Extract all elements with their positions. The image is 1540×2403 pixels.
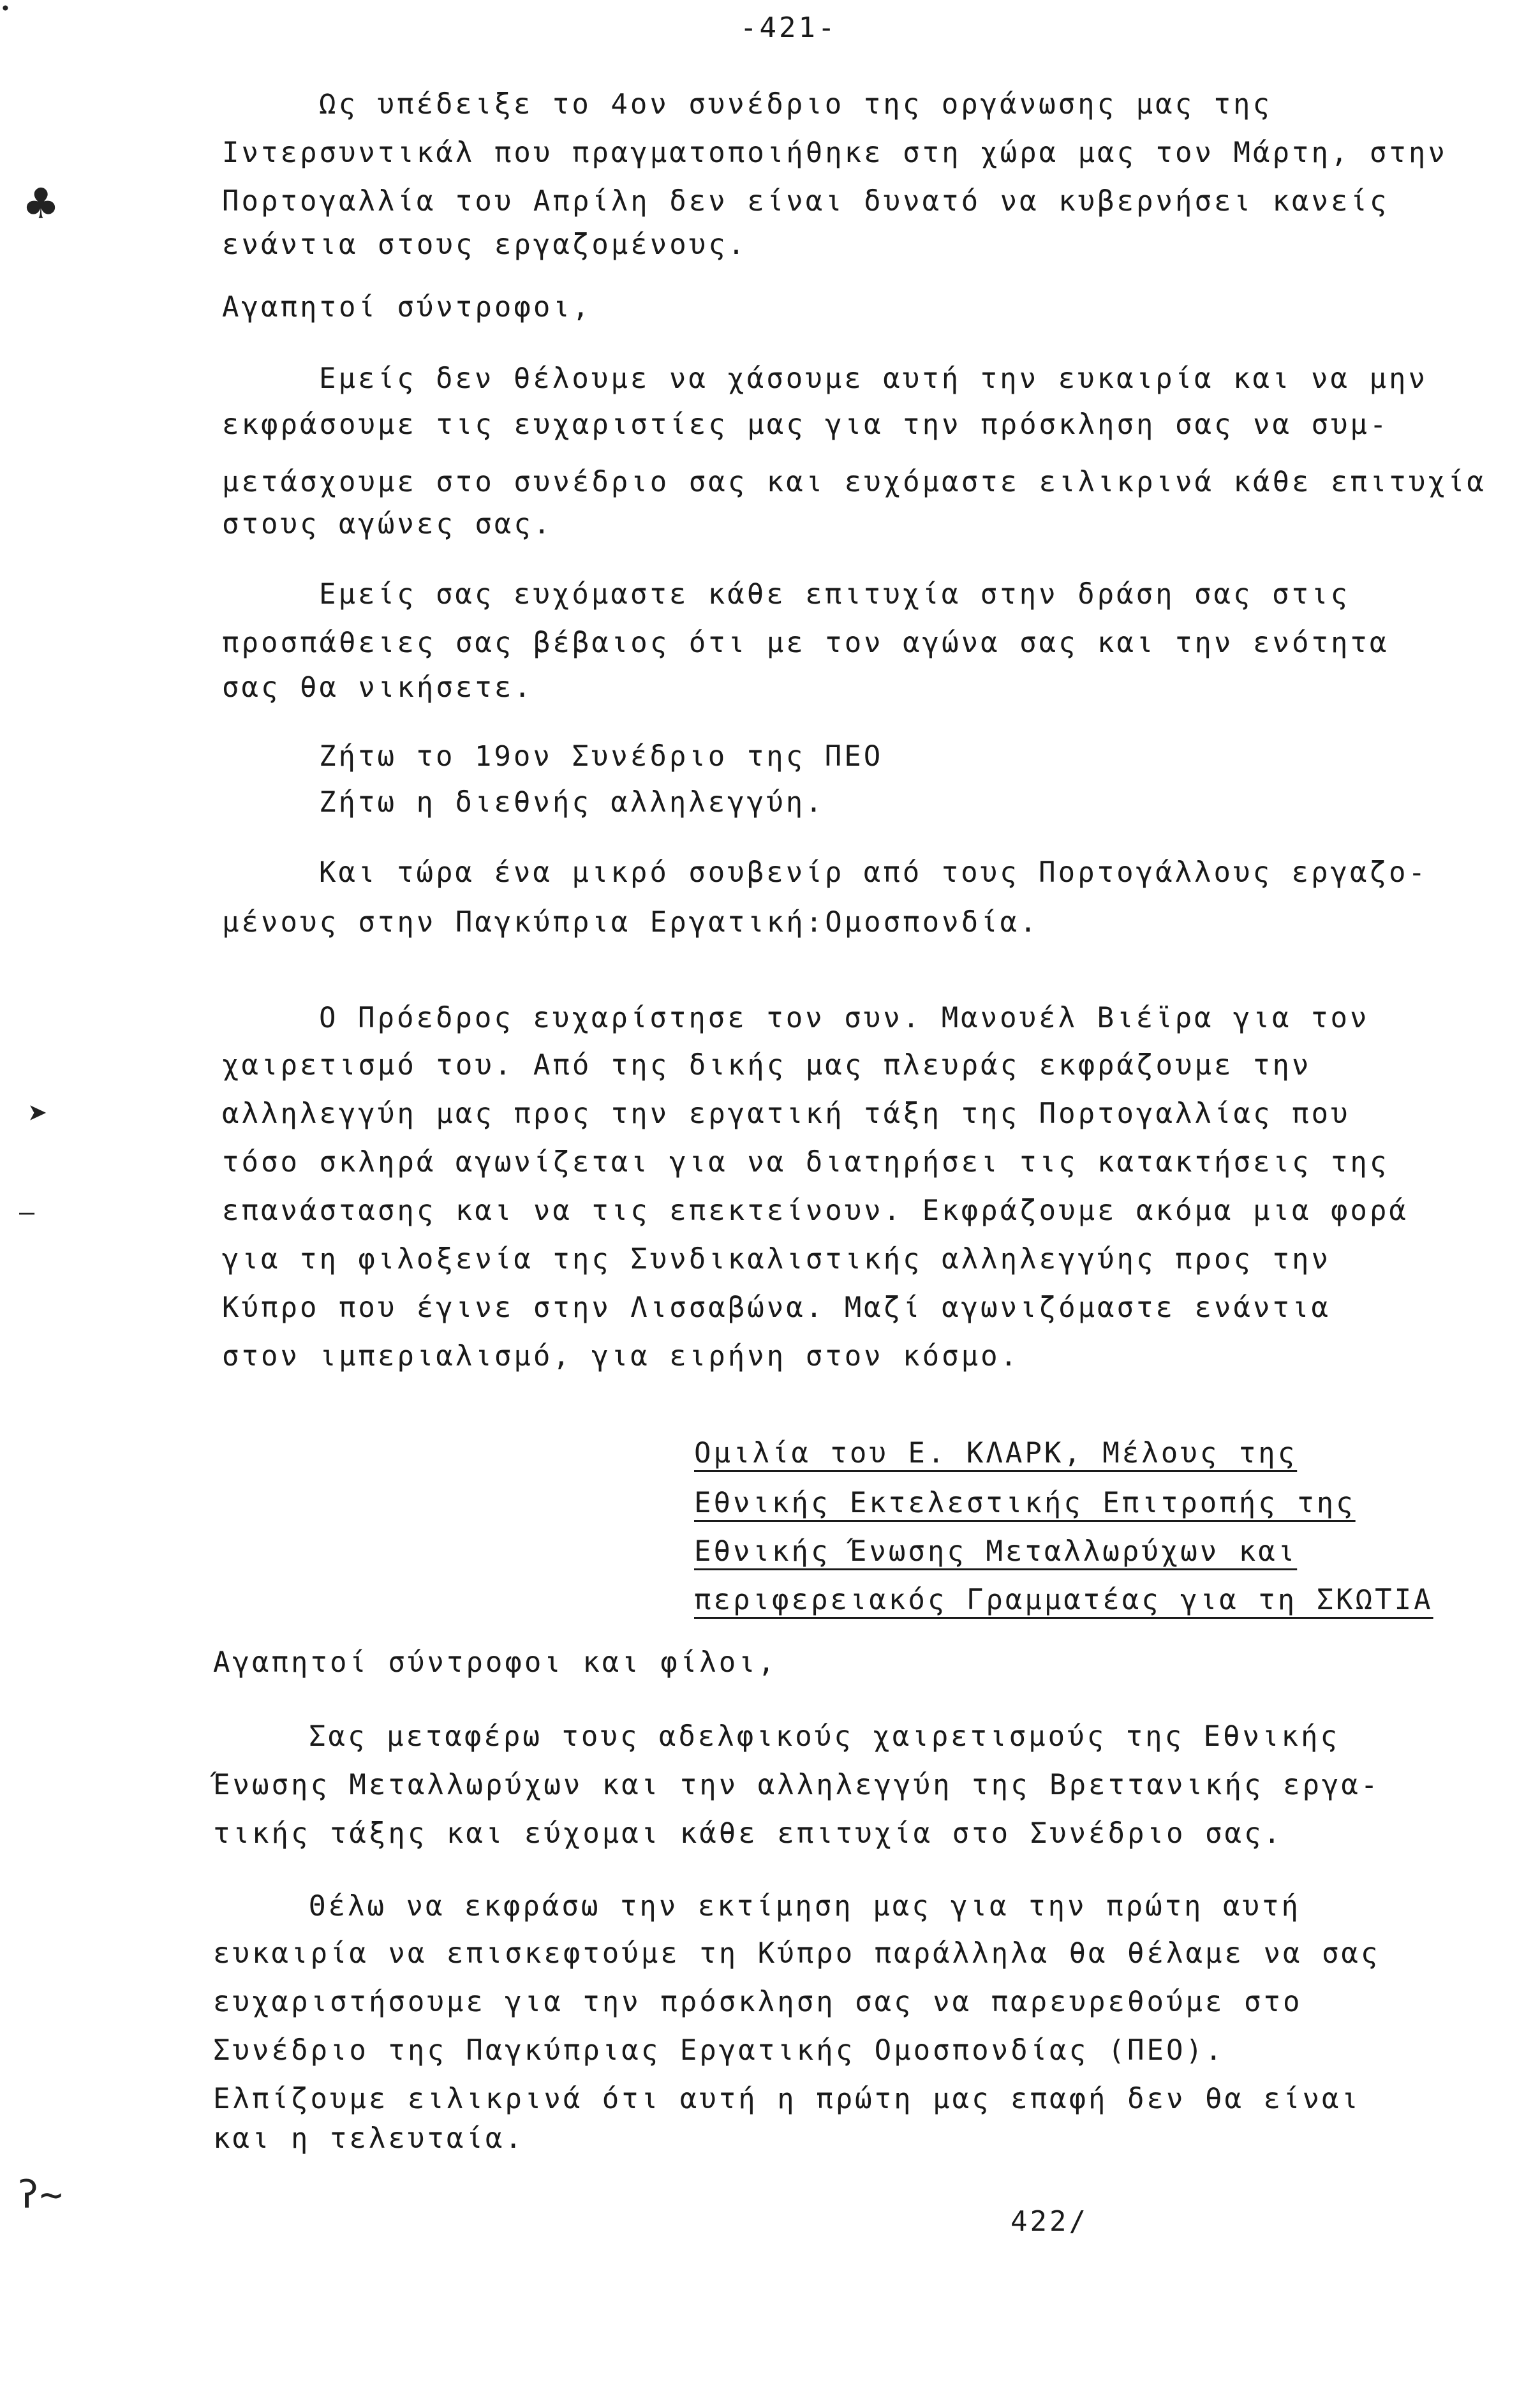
text-line: Ζήτω η διεθνής αλληλεγγύη. [319, 786, 825, 819]
text-line: Ο Πρόεδρος ευχαρίστησε τον συν. Μανουέλ Βιέϊρα για τον [319, 1002, 1370, 1034]
text-line: Σας μεταφέρω τους αδελφικούς χαιρετισμούς της Εθνικής [309, 1720, 1340, 1753]
text-line: εκφράσουμε τις ευχαριστίες μας για την πρόσκληση σας να συμ- [222, 408, 1389, 441]
text-line: Ένωσης Μεταλλωρύχων και την αλληλεγγύη της Βρεττανικής εργα- [213, 1769, 1381, 1801]
text-line: μένους στην Παγκύπρια Εργατική:Ομοσπονδία. [222, 906, 1039, 939]
text-line: ευκαιρία να επισκεφτούμε τη Κύπρο παράλληλα θα θέλαμε να σας [213, 1937, 1381, 1970]
margin-mark-dash: – [19, 1198, 35, 1227]
margin-mark-ink: ♣ [26, 174, 57, 234]
text-line: Ελπίζουμε ειλικρινά ότι αυτή η πρώτη μας επαφή δεν θα είναι [213, 2083, 1361, 2115]
margin-mark-top: • [0, 0, 11, 19]
text-line: Κύπρο που έγινε στην Λισσαβώνα. Μαζί αγωνιζόμαστε ενάντια [222, 1291, 1331, 1324]
text-line: σας θα νικήσετε. [222, 671, 533, 704]
text-line: Ως υπέδειξε το 4ον συνέδριο της οργάνωσης μας της [319, 88, 1273, 121]
text-line: ευχαριστήσουμε για την πρόσκληση σας να παρευρεθούμε στο [213, 1986, 1303, 2018]
text-line: ενάντια στους εργαζομένους. [222, 228, 748, 261]
text-line: τόσο σκληρά αγωνίζεται για να διατηρήσει τις κατακτήσεις της [222, 1146, 1389, 1179]
text-line: και η τελευταία. [213, 2122, 524, 2155]
text-line: τικής τάξης και εύχομαι κάθε επιτυχία στο Συνέδριο σας. [213, 1817, 1283, 1850]
text-line: Και τώρα ένα μικρό σουβενίρ από τους Πορτογάλλους εργαζο- [319, 856, 1428, 889]
page-number-header: -421- [740, 11, 838, 44]
text-line: αλληλεγγύη μας προς την εργατική τάξη της Πορτογαλλίας που [222, 1097, 1351, 1130]
text-line: Εμείς δεν θέλουμε να χάσουμε αυτή την ευκαιρία και να μην [319, 362, 1428, 395]
text-line: στους αγώνες σας. [222, 508, 553, 540]
text-line: χαιρετισμό του. Από της δικής μας πλευράς εκφράζουμε την [222, 1049, 1312, 1082]
text-line: Ζήτω το 19ον Συνέδριο της ΠΕΟ [319, 740, 884, 773]
text-line: Εμείς σας ευχόμαστε κάθε επιτυχία στην δράση σας στις [319, 578, 1350, 611]
speech-heading-line: Εθνικής Εκτελεστικής Επιτροπής της [694, 1487, 1356, 1519]
text-line: Συνέδριο της Παγκύπριας Εργατικής Ομοσπονδίας (ΠΕΟ). [213, 2034, 1225, 2067]
speech-heading-line: Ομιλία του Ε. ΚΛΑΡΚ, Μέλους της [694, 1437, 1298, 1469]
speech-heading-line: Εθνικής Ένωσης Μεταλλωρύχων και [694, 1535, 1298, 1568]
text-line: για τη φιλοξενία της Συνδικαλιστικής αλληλεγγύης προς την [222, 1243, 1331, 1276]
speech-heading-line: περιφερειακός Γραμματέας για τη ΣΚΩΤΙΑ [694, 1584, 1433, 1616]
text-line: Ιντερσυντικάλ που πραγματοποιήθηκε στη χώρα μας τον Μάρτη, στην [222, 137, 1447, 169]
text-line: επανάστασης και να τις επεκτείνουν. Εκφράζουμε ακόμα μια φορά [222, 1194, 1409, 1227]
margin-mark-arrow: ➤ [28, 1095, 48, 1133]
salutation: Αγαπητοί σύντροφοι, [222, 291, 592, 324]
margin-mark-bottom: ʔ~ [17, 2173, 63, 2217]
text-line: Θέλω να εκφράσω την εκτίμηση μας για την πρώτη αυτή [309, 1890, 1301, 1923]
next-page-number: 422/ [1011, 2205, 1088, 2238]
text-line: προσπάθειες σας βέβαιος ότι με τον αγώνα σας και την ενότητα [222, 627, 1389, 659]
text-line: Πορτογαλλία του Απρίλη δεν είναι δυνατό να κυβερνήσει κανείς [222, 185, 1389, 218]
salutation: Αγαπητοί σύντροφοι και φίλοι, [213, 1646, 778, 1679]
text-line: μετάσχουμε στο συνέδριο σας και ευχόμαστε ειλικρινά κάθε επιτυχία [222, 466, 1486, 498]
text-line: στον ιμπεριαλισμό, για ειρήνη στον κόσμο. [222, 1340, 1020, 1373]
